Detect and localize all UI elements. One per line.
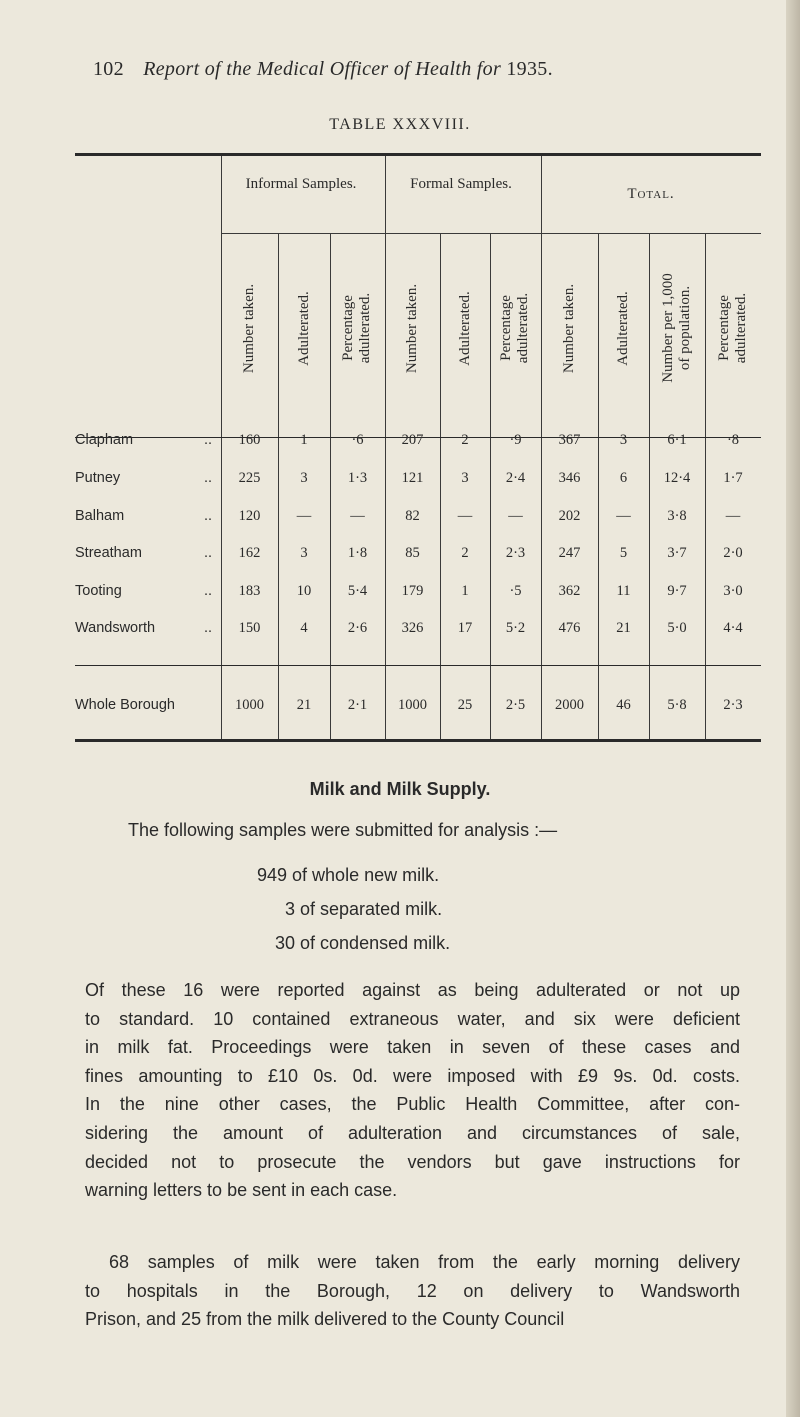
table-cell: 10: [296, 583, 312, 599]
table-cell: 3: [619, 432, 628, 448]
column-header: [385, 233, 440, 423]
row-label-text: Tooting: [75, 583, 122, 599]
table-row: [75, 620, 761, 646]
row-label: [75, 470, 218, 486]
table-column-divider: [490, 233, 491, 437]
page-edge: [786, 0, 800, 1417]
table-column-divider: [598, 666, 599, 739]
table-cell: 362: [558, 583, 581, 599]
table-column-divider: [221, 438, 222, 665]
leader-dots: ..: [203, 583, 212, 599]
table-cell: 1: [461, 583, 469, 599]
table-cell: 4: [300, 620, 308, 636]
table-column-divider: [385, 233, 386, 437]
table-cell: 2·3: [723, 697, 743, 713]
table-cell: 2·0: [723, 545, 743, 561]
column-header-label: Number taken.: [241, 283, 258, 373]
row-label-text: Putney: [75, 470, 121, 486]
column-header: [221, 233, 278, 423]
table-cell: 1·7: [723, 470, 743, 486]
leader-dots: ..: [203, 470, 212, 486]
table-cell: —: [508, 508, 523, 524]
report-title: Report of the Medical Officer of Health for: [143, 58, 502, 80]
row-label-text: Balham: [75, 508, 125, 524]
table-cell: 82: [405, 508, 420, 524]
table-column-divider: [221, 156, 222, 437]
table-cell: 3: [300, 545, 308, 561]
row-label-text: Whole Borough: [75, 697, 175, 713]
table-cell: 225: [238, 470, 261, 486]
table-column-divider: [278, 438, 279, 665]
table-cell: 2·6: [347, 620, 368, 636]
table-cell: 3·8: [667, 508, 687, 524]
column-header: [541, 233, 598, 423]
table-cell: ·8: [726, 432, 740, 448]
paragraph-line: Prison, and 25 from the milk delivered to the County Council: [85, 1309, 565, 1330]
table-cell: 476: [558, 620, 581, 636]
column-header: [330, 233, 385, 423]
table-cell: 326: [401, 620, 424, 636]
milk-item: 30 of condensed milk.: [275, 933, 451, 953]
table-cell: —: [350, 508, 365, 524]
leader-dots: ..: [203, 432, 212, 448]
column-header-label: Number taken.: [404, 283, 421, 373]
paragraph-line: warning letters to be sent in each case.: [85, 1180, 398, 1201]
row-label-text: Streatham: [75, 545, 142, 561]
table-column-divider: [221, 666, 222, 739]
row-label-text: Wandsworth: [75, 620, 156, 636]
paragraph-line: to hospitals in the Borough, 12 on delivery to Wandsworth: [85, 1280, 740, 1301]
table-cell: 160: [238, 432, 261, 448]
table-cell: —: [457, 508, 473, 524]
column-header-label: Percentage adulterated.: [716, 292, 750, 364]
table-column-divider: [330, 666, 331, 739]
table-cell: —: [296, 508, 312, 524]
table-cell: 1000: [398, 697, 427, 713]
table-cell: 2: [461, 432, 469, 448]
group-formal-samples: Formal Samples.: [410, 176, 512, 192]
table-cell: 11: [616, 583, 631, 599]
page-number: 102: [93, 58, 124, 80]
column-header-label: Percentage adulterated.: [498, 292, 532, 364]
group-informal-samples: Informal Samples.: [245, 176, 357, 192]
table-cell: 5·2: [505, 620, 526, 636]
table-cell: —: [725, 508, 741, 524]
table-cell: 9·7: [667, 583, 687, 599]
table-column-divider: [705, 438, 706, 665]
table-cell: 1000: [235, 697, 264, 713]
table-cell: 85: [405, 545, 420, 561]
column-header-label: Adulterated.: [456, 290, 473, 366]
row-label: [75, 583, 218, 599]
leader-dots: ..: [203, 545, 212, 561]
statistics-table: [75, 153, 761, 764]
milk-intro: The following samples were submitted for analysis :—: [128, 820, 558, 840]
table-cell: 367: [558, 432, 581, 448]
table-column-divider: [541, 156, 542, 233]
table-cell: 1: [300, 432, 308, 448]
table-cell: 3: [300, 470, 308, 486]
table-cell: 5·4: [347, 583, 368, 599]
group-total: Total.: [627, 186, 675, 202]
table-column-divider: [598, 233, 599, 437]
paragraph-line: in milk fat. Proceedings were taken in seven of these cases and: [85, 1037, 740, 1058]
table-cell: 6·1: [667, 432, 687, 448]
table-cell: 2: [461, 545, 469, 561]
table-cell: 4·4: [723, 620, 743, 636]
table-top-rule: [75, 153, 761, 156]
row-label: [75, 620, 218, 636]
table-cell: 121: [401, 470, 424, 486]
column-header-label: Number per 1,000 of population.: [660, 273, 693, 383]
table-cell: 12·4: [663, 470, 691, 486]
table-cell: 183: [238, 583, 261, 599]
paragraph-line: Of these 16 were reported against as being adulterated or not up: [85, 980, 740, 1000]
table-cell: 1·3: [347, 470, 368, 486]
row-label: [75, 545, 218, 561]
column-header: [440, 233, 490, 423]
table-column-divider: [440, 666, 441, 739]
table-row: [75, 583, 761, 609]
column-header-label: Number taken.: [561, 283, 578, 373]
table-column-divider: [649, 666, 650, 739]
table-cell: 3: [461, 470, 469, 486]
table-cell: 46: [616, 697, 631, 713]
group-underline: [221, 233, 761, 234]
table-column-divider: [598, 438, 599, 665]
column-header: [598, 233, 649, 423]
table-cell: 179: [401, 583, 424, 599]
table-cell: ·9: [509, 432, 522, 448]
table-column-divider: [541, 233, 542, 437]
table-cell: 21: [296, 697, 312, 713]
column-header: [278, 233, 330, 423]
table-cell: 2·4: [505, 470, 526, 486]
report-year: 1935.: [506, 58, 553, 80]
paragraph-line: to standard. 10 contained extraneous water, and six were deficient: [85, 1008, 740, 1029]
leader-dots: ..: [203, 620, 212, 636]
table-cell: 162: [238, 545, 261, 561]
table-cell: 120: [238, 508, 261, 524]
column-header: [490, 233, 541, 423]
table-column-divider: [649, 438, 650, 665]
table-cell: 1·8: [347, 545, 368, 561]
table-cell: 150: [238, 620, 261, 636]
leader-dots: ..: [203, 508, 212, 524]
column-header: [705, 233, 761, 423]
table-column-divider: [705, 666, 706, 739]
table-cell: —: [616, 508, 631, 524]
table-cell: 5·8: [667, 697, 687, 713]
adulteration-paragraph: [85, 976, 740, 1205]
table-column-divider: [278, 233, 279, 437]
table-row: [75, 508, 761, 534]
paragraph-line: sidering the amount of adulteration and circumstances of sale,: [85, 1122, 740, 1143]
paragraph-line: fines amounting to £10 0s. 0d. were imposed with £9 9s. 0d. costs.: [85, 1065, 740, 1086]
table-cell: 3·7: [667, 545, 687, 561]
table-cell: 5: [619, 545, 628, 561]
column-header-label: Adulterated.: [615, 290, 631, 366]
table-cell: 17: [457, 620, 473, 636]
row-label: [75, 508, 218, 524]
table-row: [75, 470, 761, 496]
milk-item: 3 of separated milk.: [285, 899, 443, 919]
table-column-divider: [541, 666, 542, 739]
column-header-label: Percentage adulterated.: [340, 292, 374, 364]
table-cell: 346: [558, 470, 581, 486]
table-cell: 21: [616, 620, 631, 636]
table-column-divider: [490, 438, 491, 665]
table-column-divider: [649, 233, 650, 437]
table-cell: 3·0: [723, 583, 743, 599]
table-cell: 202: [558, 508, 581, 524]
table-column-divider: [440, 233, 441, 437]
table-cell: 2000: [555, 697, 584, 713]
column-header-label: Adulterated.: [295, 290, 312, 366]
table-column-divider: [385, 438, 386, 665]
table-row: [75, 545, 761, 571]
table-column-divider: [541, 438, 542, 665]
table-column-divider: [330, 438, 331, 665]
table-total-rule: [75, 665, 761, 666]
table-row: [75, 432, 761, 458]
table-cell: 2·3: [505, 545, 526, 561]
table-column-divider: [385, 156, 386, 233]
table-column-divider: [705, 233, 706, 437]
table-cell: 6: [619, 470, 628, 486]
row-label: [75, 432, 218, 448]
paragraph-line: 68 samples of milk were taken from the early morning delivery: [109, 1252, 740, 1272]
row-label-text: Clapham: [75, 432, 134, 448]
table-cell: ·5: [509, 583, 522, 599]
paragraph-line: decided not to prosecute the vendors but gave instructions for: [85, 1151, 740, 1172]
table-bottom-rule: [75, 739, 761, 742]
table-column-divider: [440, 438, 441, 665]
table-cell: ·6: [351, 432, 364, 448]
paragraph-line: In the nine other cases, the Public Health Committee, after con-: [85, 1094, 740, 1115]
milk-item: 949 of whole new milk.: [257, 865, 440, 885]
table-cell: 2·1: [347, 697, 368, 713]
table-column-divider: [490, 666, 491, 739]
table-column-divider: [330, 233, 331, 437]
table-total-row: [75, 697, 761, 723]
table-cell: 247: [558, 545, 581, 561]
column-header: [649, 233, 705, 423]
hospital-samples-paragraph: [85, 1248, 740, 1334]
table-column-divider: [385, 666, 386, 739]
table-cell: 2·5: [505, 697, 526, 713]
row-label: [75, 697, 218, 713]
table-cell: 207: [401, 432, 424, 448]
milk-supply-heading: Milk and Milk Supply.: [309, 779, 491, 799]
table-cell: 5·0: [667, 620, 687, 636]
table-cell: 25: [457, 697, 473, 713]
table-column-divider: [278, 666, 279, 739]
page-header: [93, 58, 553, 81]
table-title: TABLE XXXVIII.: [329, 116, 471, 133]
